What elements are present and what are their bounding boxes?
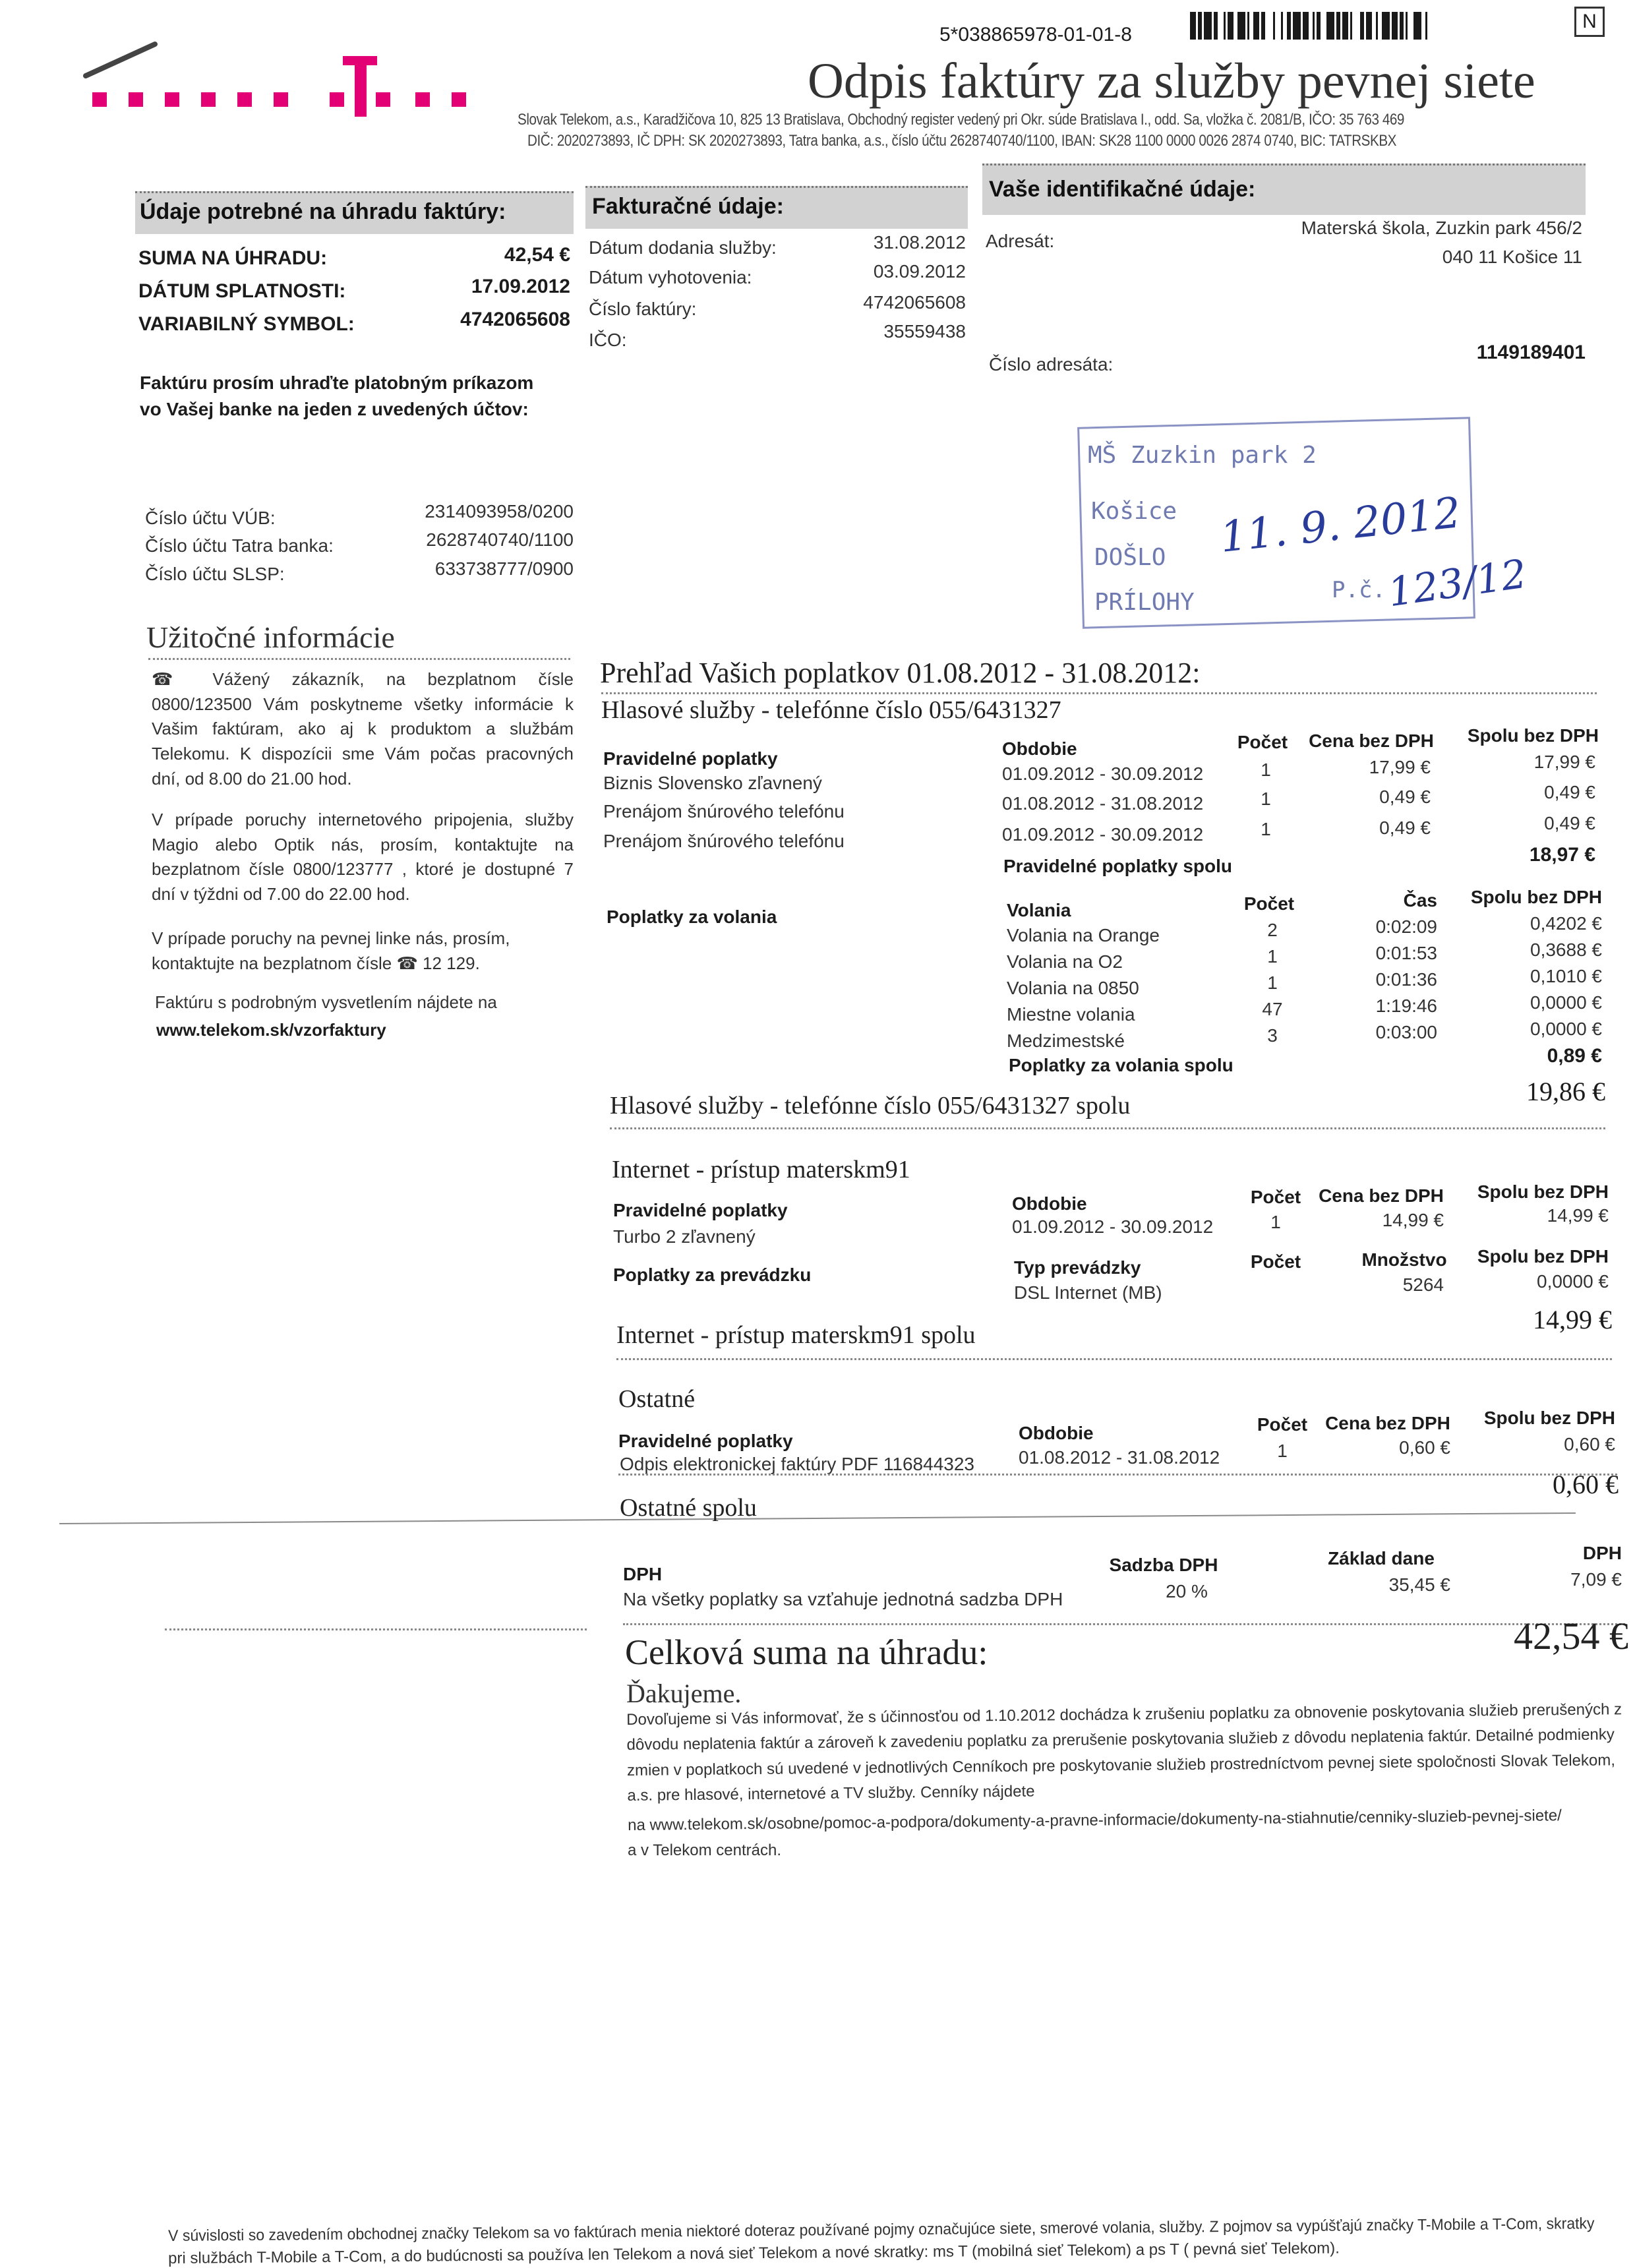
other-sum-rule bbox=[59, 1512, 1576, 1524]
list-item: 0,49 € bbox=[1544, 813, 1595, 833]
payment-value-sum: 42,54 € bbox=[504, 244, 570, 266]
list-item: 0,3688 € bbox=[1530, 940, 1602, 960]
billing-value-delivery: 31.08.2012 bbox=[873, 232, 966, 253]
calls-col-total: Spolu bez DPH bbox=[1470, 887, 1602, 907]
notice-text: Dovoľujeme si Vás informovať, že s účinnosťou od 1.10.2012 dochádza k zrušeniu poplatku za obnovenie poskytovania služieb prerušených z dôvodu neplatenia faktúr a zároveň k zavedeniu poplatku za prerušenie poskytovania služieb z dôvodu neplatenia faktúr. Detailné podmienky zmien v poplatkoch sú uvedené v jednotlivých Cenníkoch pre poskytovanie služieb prostredníctvom pevnej siete spoločnosti Slovak Telekom, a.s. pre hlasové, internetové a TV služby. Cenníky nájdete bbox=[626, 1700, 1622, 1805]
billing-heading: Fakturačné údaje: bbox=[592, 194, 784, 219]
payment-heading: Údaje potrebné na úhradu faktúry: bbox=[140, 199, 506, 224]
barcode-bar bbox=[1366, 12, 1372, 40]
barcode-bar bbox=[1406, 12, 1408, 40]
barcode-bar bbox=[1224, 12, 1226, 40]
list-item: Medzimestské bbox=[1007, 1030, 1125, 1051]
telekom-logo bbox=[66, 36, 501, 122]
account-label-slsp: Číslo účtu SLSP: bbox=[145, 564, 285, 584]
n-mark: N bbox=[1574, 7, 1605, 37]
list-item: 0,0000 € bbox=[1530, 992, 1602, 1013]
barcode-bar bbox=[1237, 12, 1245, 40]
barcode-bar bbox=[1376, 12, 1378, 40]
stamp-handwritten-date: 11. 9. 2012 bbox=[1218, 489, 1464, 562]
addressee-number: 1149189401 bbox=[1476, 342, 1586, 363]
list-item: Volania na O2 bbox=[1007, 951, 1123, 972]
list-item: 1 bbox=[1261, 789, 1271, 809]
barcode-bar bbox=[1342, 12, 1348, 40]
list-item: Miestne volania bbox=[1007, 1004, 1135, 1025]
grand-total-label: Celková suma na úhradu: bbox=[625, 1632, 988, 1672]
internet-col-total: Spolu bez DPH bbox=[1477, 1181, 1609, 1202]
notice-url[interactable]: na www.telekom.sk/osobne/pomoc-a-podpora/dokumenty-a-pravne-informacie/dokumenty-na-stiahnutie/cenniky-sluzieb-pevnej-siete/ bbox=[628, 1806, 1562, 1834]
voice-regular-sum: 18,97 € bbox=[1529, 844, 1595, 866]
internet-col-period: Obdobie bbox=[1012, 1193, 1087, 1214]
list-item: Volania na 0850 bbox=[1007, 978, 1139, 998]
barcode-bar bbox=[1400, 12, 1404, 40]
other-sum-label: Ostatné spolu bbox=[620, 1494, 757, 1522]
payment-value-due: 17.09.2012 bbox=[471, 276, 570, 297]
payment-label-sum: SUMA NA ÚHRADU: bbox=[138, 247, 328, 269]
internet-title: Internet - prístup materskm91 bbox=[612, 1156, 910, 1183]
barcode-bar bbox=[1413, 12, 1421, 40]
traffic-col-type: Typ prevádzky bbox=[1014, 1257, 1141, 1278]
other-col-price: Cena bez DPH bbox=[1325, 1413, 1450, 1433]
payment-instruction-2: vo Vašej banke na jeden z uvedených účtov: bbox=[140, 399, 529, 419]
billing-label-issued: Dátum vyhotovenia: bbox=[589, 267, 752, 287]
address-line-1: Materská škola, Zuzkin park 456/2 bbox=[1301, 218, 1582, 238]
other-total: 0,60 € bbox=[1564, 1434, 1615, 1454]
vat-label: DPH bbox=[623, 1564, 663, 1584]
voice-col-period: Obdobie bbox=[1002, 738, 1077, 759]
other-name: Odpis elektronickej faktúry PDF 116844323 bbox=[620, 1454, 974, 1474]
list-item: 3 bbox=[1267, 1025, 1278, 1046]
stamp-line-4: PRÍLOHY bbox=[1094, 589, 1195, 616]
list-item: 1:19:46 bbox=[1375, 996, 1437, 1016]
payment-instruction-1: Faktúru prosím uhraďte platobným príkazom bbox=[140, 373, 534, 393]
internet-sum: 14,99 € bbox=[1533, 1305, 1612, 1334]
barcode-bar bbox=[1273, 12, 1275, 40]
info-paragraph-2: V prípade poruchy internetového pripojenia, služby Magio alebo Optik nás, prosím, kontaktujte na bezplatnom čísle 0800/123777 , ktoré je dostupné 7 dní v týždni od 7.00 do 22.00 hod. bbox=[152, 810, 574, 905]
stamp-line-1: MŠ Zuzkin park 2 bbox=[1088, 442, 1317, 469]
barcode-bar bbox=[1293, 12, 1301, 40]
list-item: 1 bbox=[1261, 819, 1271, 839]
traffic-qty: 5264 bbox=[1402, 1274, 1444, 1295]
list-item: 0,49 € bbox=[1544, 782, 1595, 802]
internet-regular-count: 1 bbox=[1270, 1212, 1281, 1232]
address-line-2: 040 11 Košice 11 bbox=[1442, 247, 1582, 267]
overview-title: Prehľad Vašich poplatkov 01.08.2012 - 31.08.2012: bbox=[600, 657, 1201, 689]
barcode-bar bbox=[1247, 12, 1249, 40]
internet-col-price: Cena bez DPH bbox=[1319, 1185, 1444, 1206]
info-link[interactable]: www.telekom.sk/vzorfaktury bbox=[156, 1020, 386, 1040]
other-count: 1 bbox=[1277, 1441, 1288, 1461]
voice-col-count: Počet bbox=[1237, 732, 1288, 752]
barcode-bar bbox=[1190, 12, 1196, 40]
list-item: 0:01:36 bbox=[1375, 969, 1437, 990]
list-item: 0:01:53 bbox=[1375, 943, 1437, 963]
company-line-1: Slovak Telekom, a.s., Karadžičova 10, 825 13 Bratislava, Obchodný register vedený pri Okr. súde Bratislava I., odd. Sa, vložka č. 2081/B, IČO: 35 763 469 bbox=[518, 111, 1404, 129]
info-paragraph-3: V prípade poruchy na pevnej linke nás, prosím, kontaktujte na bezplatnom čísle ☎ 12 129. bbox=[152, 928, 510, 973]
other-col-total: Spolu bez DPH bbox=[1483, 1408, 1615, 1428]
info-text-1: Vážený zákazník, na bezplatnom čísle 0800/123500 Vám poskytneme všetky informácie k Vašim faktúram, ako aj k produktom a službám Telekomu. K dispozícii sme Vám počas pracovných dní, od 8.00 do 21.00 hod. bbox=[152, 669, 574, 789]
billing-value-ico: 35559438 bbox=[883, 321, 966, 342]
barcode-bar bbox=[1204, 12, 1212, 40]
billing-label-ico: IČO: bbox=[589, 330, 627, 350]
vat-rate-label: Sadzba DPH bbox=[1109, 1555, 1218, 1575]
internet-col-count: Počet bbox=[1250, 1187, 1301, 1207]
vat-col-label: DPH bbox=[1582, 1543, 1622, 1563]
phone-icon: ☎ bbox=[152, 669, 213, 689]
barcode-bar bbox=[1336, 12, 1340, 40]
barcode-bar bbox=[1281, 12, 1283, 40]
info-paragraph-4: Faktúru s podrobným vysvetlením nájdete na bbox=[155, 992, 497, 1012]
traffic-label: Poplatky za prevádzku bbox=[613, 1265, 812, 1285]
calls-sum-label: Poplatky za volania spolu bbox=[1009, 1055, 1234, 1075]
other-col-period: Obdobie bbox=[1019, 1423, 1094, 1443]
billing-label-delivery: Dátum dodania služby: bbox=[589, 237, 777, 258]
list-item: 1 bbox=[1267, 946, 1278, 967]
notice-end: a v Telekom centrách. bbox=[628, 1841, 782, 1859]
list-item: Prenájom šnúrového telefónu bbox=[603, 801, 845, 821]
payment-label-vs: VARIABILNÝ SYMBOL: bbox=[138, 313, 355, 335]
barcode-bar bbox=[1392, 12, 1398, 40]
vat-value: 7,09 € bbox=[1570, 1569, 1622, 1590]
traffic-name: DSL Internet (MB) bbox=[1014, 1282, 1162, 1303]
barcode bbox=[1190, 12, 1546, 40]
internet-sum-label: Internet - prístup materskm91 spolu bbox=[616, 1321, 976, 1349]
list-item: 0,49 € bbox=[1379, 787, 1431, 807]
barcode-bar bbox=[1360, 12, 1364, 40]
internet-regular-name: Turbo 2 zľavnený bbox=[613, 1226, 756, 1247]
barcode-bar bbox=[1198, 12, 1202, 40]
barcode-bar bbox=[1261, 12, 1265, 40]
traffic-total: 0,0000 € bbox=[1537, 1271, 1609, 1292]
list-item: Volania na Orange bbox=[1007, 925, 1160, 945]
calls-col-volania: Volania bbox=[1007, 900, 1071, 920]
other-price: 0,60 € bbox=[1399, 1437, 1450, 1458]
account-value-vub: 2314093958/0200 bbox=[425, 501, 574, 522]
vat-rate: 20 % bbox=[1166, 1581, 1208, 1601]
list-item: Biznis Slovensko zľavnený bbox=[603, 773, 822, 793]
voice-regular-sum-label: Pravidelné poplatky spolu bbox=[1003, 856, 1232, 876]
overview-divider bbox=[601, 692, 1597, 694]
account-label-vub: Číslo účtu VÚB: bbox=[145, 508, 276, 528]
grand-total-value: 42,54 € bbox=[1514, 1615, 1628, 1657]
stamp-handwritten-number: 123/12 bbox=[1385, 551, 1530, 616]
list-item: 17,99 € bbox=[1369, 757, 1431, 777]
traffic-col-count: Počet bbox=[1250, 1251, 1301, 1272]
info-heading: Užitočné informácie bbox=[146, 620, 395, 654]
barcode-bar bbox=[1228, 12, 1234, 40]
company-line-2: DIČ: 2020273893, IČ DPH: SK 2020273893, Tatra banka, a.s., číslo účtu 2628740740/1100, IBAN: SK28 1100 0000 0026 2874 0740, BIC: TATRSKBX bbox=[527, 132, 1397, 150]
voice-sum-label: Hlasové služby - telefónne číslo 055/6431327 spolu bbox=[610, 1092, 1131, 1119]
internet-sum-divider bbox=[616, 1358, 1612, 1360]
list-item: 01.08.2012 - 31.08.2012 bbox=[1002, 793, 1204, 814]
list-item: Prenájom šnúrového telefónu bbox=[603, 831, 845, 851]
voice-regular-label: Pravidelné poplatky bbox=[603, 748, 778, 769]
barcode-bar bbox=[1350, 12, 1352, 40]
traffic-col-total: Spolu bez DPH bbox=[1477, 1246, 1609, 1267]
footer-line-1: V súvislosti so zavedením obchodnej značky Telekom sa vo faktúrach menia niektoré doteraz používané pojmy označujúce siete, smerové volania, služby. Z pojmov sa vypúšťajú značky T-Mobile a T-Com, skratky bbox=[168, 2215, 1595, 2245]
addressee-label: Adresát: bbox=[986, 231, 1055, 251]
barcode-bar bbox=[1425, 12, 1427, 40]
barcode-bar bbox=[1253, 12, 1259, 40]
voice-sum: 19,86 € bbox=[1526, 1077, 1605, 1106]
barcode-bar bbox=[1382, 12, 1390, 40]
other-title: Ostatné bbox=[618, 1385, 696, 1413]
account-value-tatra: 2628740740/1100 bbox=[426, 529, 574, 550]
barcode-bar bbox=[1287, 12, 1291, 40]
voice-col-price: Cena bez DPH bbox=[1309, 731, 1434, 751]
barcode-bar bbox=[1313, 12, 1315, 40]
billing-label-invoice: Číslo faktúry: bbox=[589, 299, 697, 319]
billing-value-invoice: 4742065608 bbox=[863, 292, 966, 313]
account-label-tatra: Číslo účtu Tatra banka: bbox=[145, 535, 334, 556]
list-item: 01.09.2012 - 30.09.2012 bbox=[1002, 763, 1204, 784]
list-item: 0,1010 € bbox=[1530, 966, 1602, 986]
barcode-bar bbox=[1326, 12, 1334, 40]
billing-value-issued: 03.09.2012 bbox=[873, 261, 966, 282]
calls-col-count: Počet bbox=[1243, 893, 1295, 914]
vat-base-label: Základ dane bbox=[1328, 1548, 1435, 1568]
addressee-number-label: Číslo adresáta: bbox=[989, 354, 1114, 374]
list-item: 1 bbox=[1261, 760, 1271, 780]
info-divider bbox=[148, 658, 570, 660]
payment-value-vs: 4742065608 bbox=[460, 309, 570, 330]
voice-col-total: Spolu bez DPH bbox=[1467, 725, 1599, 746]
list-item: 47 bbox=[1262, 999, 1283, 1019]
vat-note: Na všetky poplatky sa vzťahuje jednotná sadzba DPH bbox=[623, 1589, 1063, 1609]
list-item: 0,49 € bbox=[1379, 818, 1431, 838]
document-code: 5*038865978-01-01-8 bbox=[939, 24, 1132, 45]
barcode-bar bbox=[1214, 12, 1218, 40]
other-period: 01.08.2012 - 31.08.2012 bbox=[1019, 1447, 1220, 1468]
document-title: Odpis faktúry za služby pevnej siete bbox=[808, 53, 1535, 109]
list-item: 0,0000 € bbox=[1530, 1019, 1602, 1039]
stamp-line-2: Košice bbox=[1091, 498, 1177, 525]
ident-heading: Vaše identifikačné údaje: bbox=[989, 177, 1256, 202]
other-col-count: Počet bbox=[1257, 1414, 1308, 1435]
stamp-pc-label: P.č. bbox=[1332, 577, 1386, 603]
thanks-text: Ďakujeme. bbox=[626, 1679, 742, 1708]
info-paragraph-1 bbox=[152, 667, 574, 791]
calls-col-time: Čas bbox=[1403, 890, 1437, 910]
payment-label-due: DÁTUM SPLATNOSTI: bbox=[138, 280, 346, 302]
list-item: 0:02:09 bbox=[1375, 916, 1437, 937]
account-value-slsp: 633738777/0900 bbox=[434, 558, 574, 579]
calls-label: Poplatky za volania bbox=[607, 907, 777, 927]
vat-base: 35,45 € bbox=[1388, 1574, 1450, 1595]
vat-divider bbox=[165, 1628, 587, 1630]
voice-sum-divider bbox=[610, 1127, 1605, 1129]
voice-title: Hlasové služby - telefónne číslo 055/6431327 bbox=[601, 696, 1061, 724]
internet-regular-period: 01.09.2012 - 30.09.2012 bbox=[1012, 1216, 1214, 1237]
internet-regular-price: 14,99 € bbox=[1382, 1210, 1444, 1230]
barcode-bar bbox=[1317, 12, 1321, 40]
list-item: 2 bbox=[1267, 920, 1278, 940]
barcode-bar bbox=[1303, 12, 1309, 40]
other-sum: 0,60 € bbox=[1553, 1470, 1619, 1499]
list-item: 1 bbox=[1267, 972, 1278, 993]
other-regular-label: Pravidelné poplatky bbox=[618, 1431, 793, 1451]
footer-line-2: pri službách T-Mobile a T-Com, a do budúcnosti sa používa len Telekom a nová sieť Telekom a nové skratky: ms T (mobilná sieť Telekom) a ps T ( pevná sieť Telekom). bbox=[168, 2239, 1340, 2267]
calls-sum: 0,89 € bbox=[1547, 1045, 1602, 1067]
list-item: 17,99 € bbox=[1533, 752, 1595, 772]
internet-regular-label: Pravidelné poplatky bbox=[613, 1200, 788, 1220]
list-item: 01.09.2012 - 30.09.2012 bbox=[1002, 824, 1204, 845]
list-item: 0:03:00 bbox=[1375, 1022, 1437, 1042]
stamp-line-3: DOŠLO bbox=[1094, 544, 1166, 571]
traffic-col-qty: Množstvo bbox=[1361, 1249, 1447, 1270]
list-item: 0,4202 € bbox=[1530, 913, 1602, 934]
internet-regular-total: 14,99 € bbox=[1547, 1205, 1609, 1226]
